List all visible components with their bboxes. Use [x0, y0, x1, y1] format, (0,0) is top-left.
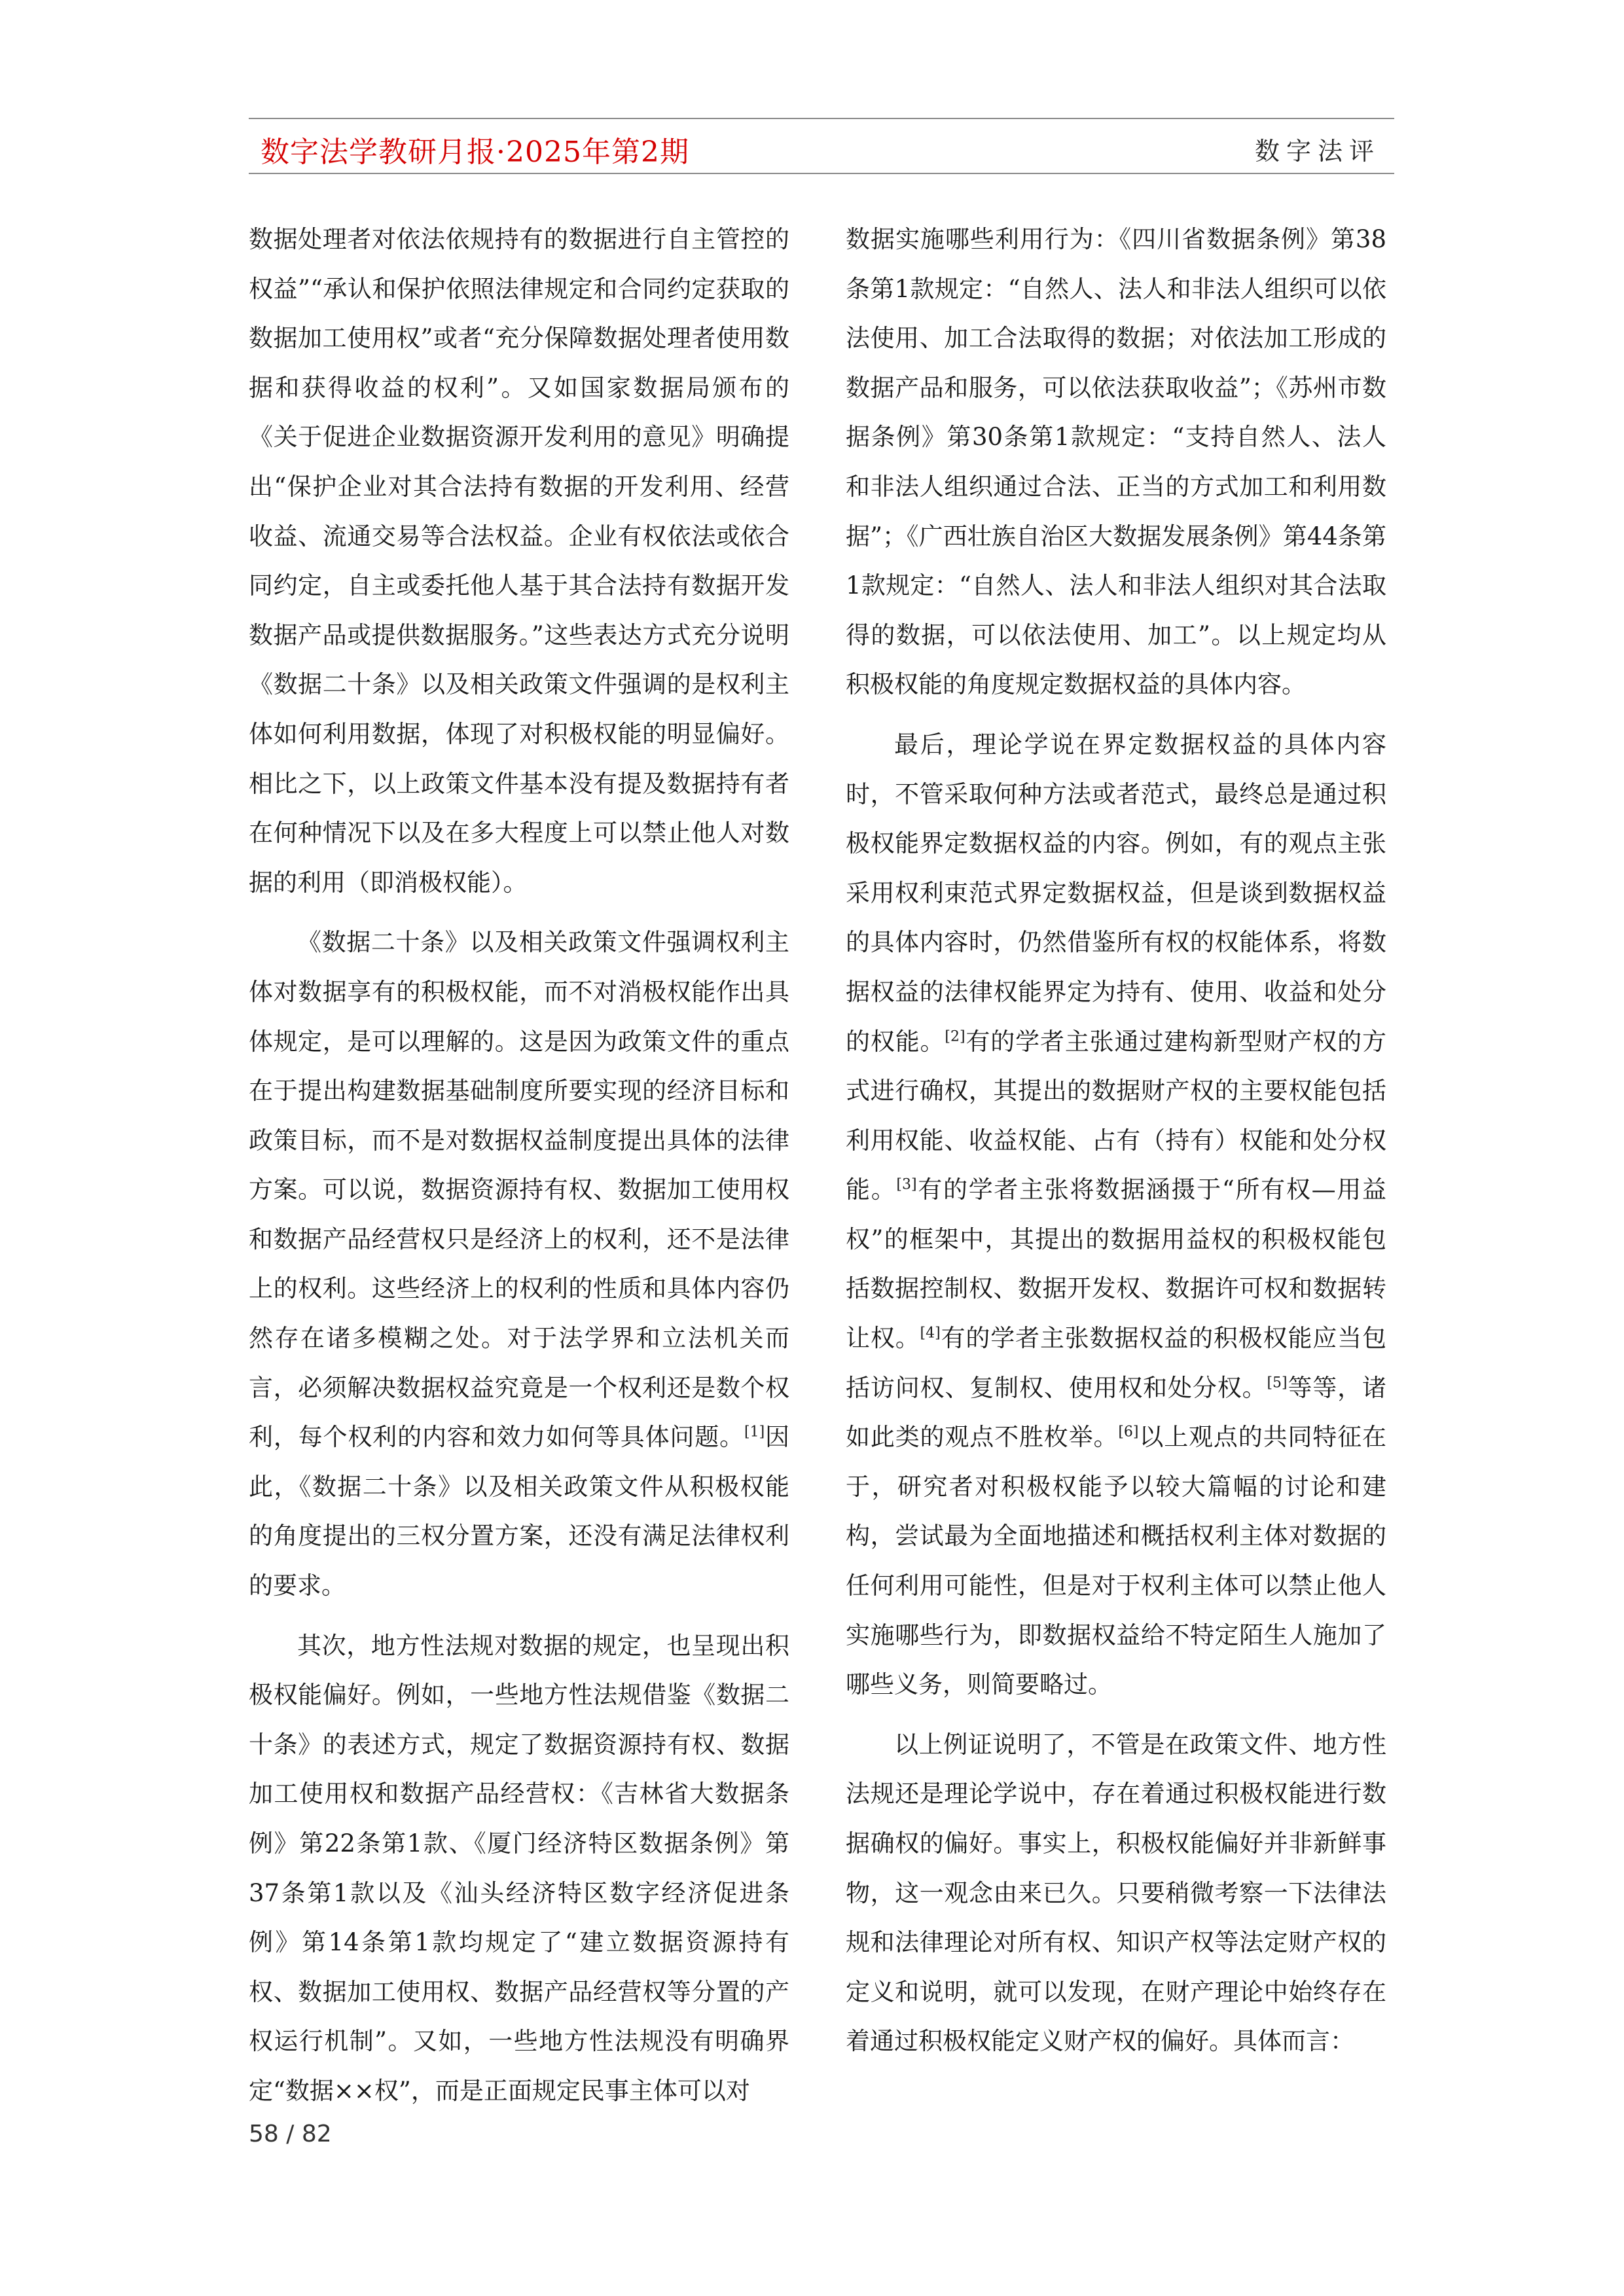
- paragraph: 以上例证说明了，不管是在政策文件、地方性法规还是理论学说中，存在着通过积极权能进行数据确权的偏好。事实上，积极权能偏好并非新鲜事物，这一观念由来已久。只要稍微考察一下法律法规和法律理论对所有权、知识产权等法定财产权的定义和说明，就可以发现，在财产理论中始终存在着通过积极权能定义财产权的偏好。具体而言：: [846, 1730, 1386, 2056]
- header-bottom-rule: [249, 173, 1394, 174]
- footnote-ref[interactable]: [1]: [744, 1424, 765, 1441]
- header-top-rule: [249, 118, 1394, 119]
- paragraph-text: 《数据二十条》以及相关政策文件强调权利主体对数据享有的积极权能，而不对消极权能作出具体规定，是可以理解的。这是因为政策文件的重点在于提出构建数据基础制度所要实现的经济目标和政策目标，而不是对数据权益制度提出具体的法律方案。可以说，数据资源持有权、数据加工使用权和数据产品经营权只是经济上的权利，还不是法律上的权利。这些经济上的权利的性质和具体内容仍然存在诸多模糊之处。对于法学界和立法机关而言，必须解决数据权益究竟是一个权利还是数个权利，每个权利的内容和效力如何等具体问题。: [249, 928, 789, 1452]
- paragraph-text: 等等，诸如此类的观点不胜枚举。: [846, 1373, 1387, 1452]
- left-column: [249, 215, 789, 2126]
- footnote-ref[interactable]: [2]: [945, 1028, 965, 1045]
- paragraph-text: 有的学者主张将数据涵摄于“所有权—用益权”的框架中，其提出的数据用益权的积极权能包括数据控制权、数据开发权、数据许可权和数据转让权。: [846, 1175, 1386, 1353]
- footnote-ref[interactable]: [6]: [1118, 1424, 1139, 1441]
- paragraph: 数据实施哪些利用行为：《四川省数据条例》第38条第1款规定：“自然人、法人和非法人组织可以依法使用、加工合法取得的数据；对依法加工形成的数据产品和服务，可以依法获取收益”；《苏州市数据条例》第30条第1款规定：“支持自然人、法人和非法人组织通过合法、正当的方式加工和利用数据”；《广西壮族自治区大数据发展条例》第44条第1款规定：“自然人、法人和非法人组织对其合法取得的数据，可以依法使用、加工”。以上规定均从积极权能的角度规定数据权益的具体内容。: [846, 225, 1386, 699]
- journal-title: 数字法学教研月报·2025年第2期: [261, 135, 689, 169]
- paragraph: 数据处理者对依法依规持有的数据进行自主管控的权益”“承认和保护依照法律规定和合同约定获取的数据加工使用权”或者“充分保障数据处理者使用数据和获得收益的权利”。又如国家数据局颁布的《关于促进企业数据资源开发利用的意见》明确提出“保护企业对其合法持有数据的开发利用、经营收益、流通交易等合法权益。企业有权依法或依合同约定，自主或委托他人基于其合法持有数据开发数据产品或提供数据服务。”这些表达方式充分说明《数据二十条》以及相关政策文件强调的是权利主体如何利用数据，体现了对积极权能的明显偏好。相比之下，以上政策文件基本没有提及数据持有者在何种情况下以及在多大程度上可以禁止他人对数据的利用（即消极权能）。: [249, 225, 789, 897]
- paragraph: [249, 918, 789, 1610]
- section-label: 数字法评: [1254, 137, 1380, 166]
- paragraph-text: 最后，理论学说在界定数据权益的具体内容时，不管采取何种方法或者范式，最终总是通过积极权能界定数据权益的内容。例如，有的观点主张采用权利束范式界定数据权益，但是谈到数据权益的具体内容时，仍然借鉴所有权的权能体系，将数据权益的法律权能界定为持有、使用、收益和处分的权能。: [846, 730, 1386, 1056]
- paragraph-text: 以上观点的共同特征在于，研究者对积极权能予以较大篇幅的讨论和建构，尝试最为全面地描述和概括权利主体对数据的任何利用可能性，但是对于权利主体可以禁止他人实施哪些行为，即数据权益给不特定陌生人施加了哪些义务，则简要略过。: [846, 1423, 1387, 1699]
- paragraph: [846, 720, 1386, 1710]
- page-number: 58 / 82: [249, 2121, 332, 2147]
- footnote-ref[interactable]: [4]: [920, 1325, 941, 1342]
- footnote-ref[interactable]: [5]: [1267, 1374, 1288, 1391]
- paragraph: 其次，地方性法规对数据的规定，也呈现出积极权能偏好。例如，一些地方性法规借鉴《数据二十条》的表述方式，规定了数据资源持有权、数据加工使用权和数据产品经营权：《吉林省大数据条例》第22条第1款、《厦门经济特区数据条例》第37条第1款以及《汕头经济特区数字经济促进条例》第14条第1款均规定了“建立数据资源持有权、数据加工使用权、数据产品经营权等分置的产权运行机制”。又如，一些地方性法规没有明确界定“数据××权”，而是正面规定民事主体可以对: [249, 1631, 789, 2105]
- right-column: [846, 215, 1386, 2077]
- footnote-ref[interactable]: [3]: [896, 1176, 917, 1193]
- paragraph-text: 因此，《数据二十条》以及相关政策文件从积极权能的角度提出的三权分置方案，还没有满足法律权利的要求。: [249, 1423, 790, 1600]
- paragraph-text: 有的学者主张通过建构新型财产权的方式进行确权，其提出的数据财产权的主要权能包括利用权能、收益权能、占有（持有）权能和处分权能。: [846, 1027, 1387, 1204]
- paragraph-text: 有的学者主张数据权益的积极权能应当包括访问权、复制权、使用权和处分权。: [846, 1324, 1386, 1402]
